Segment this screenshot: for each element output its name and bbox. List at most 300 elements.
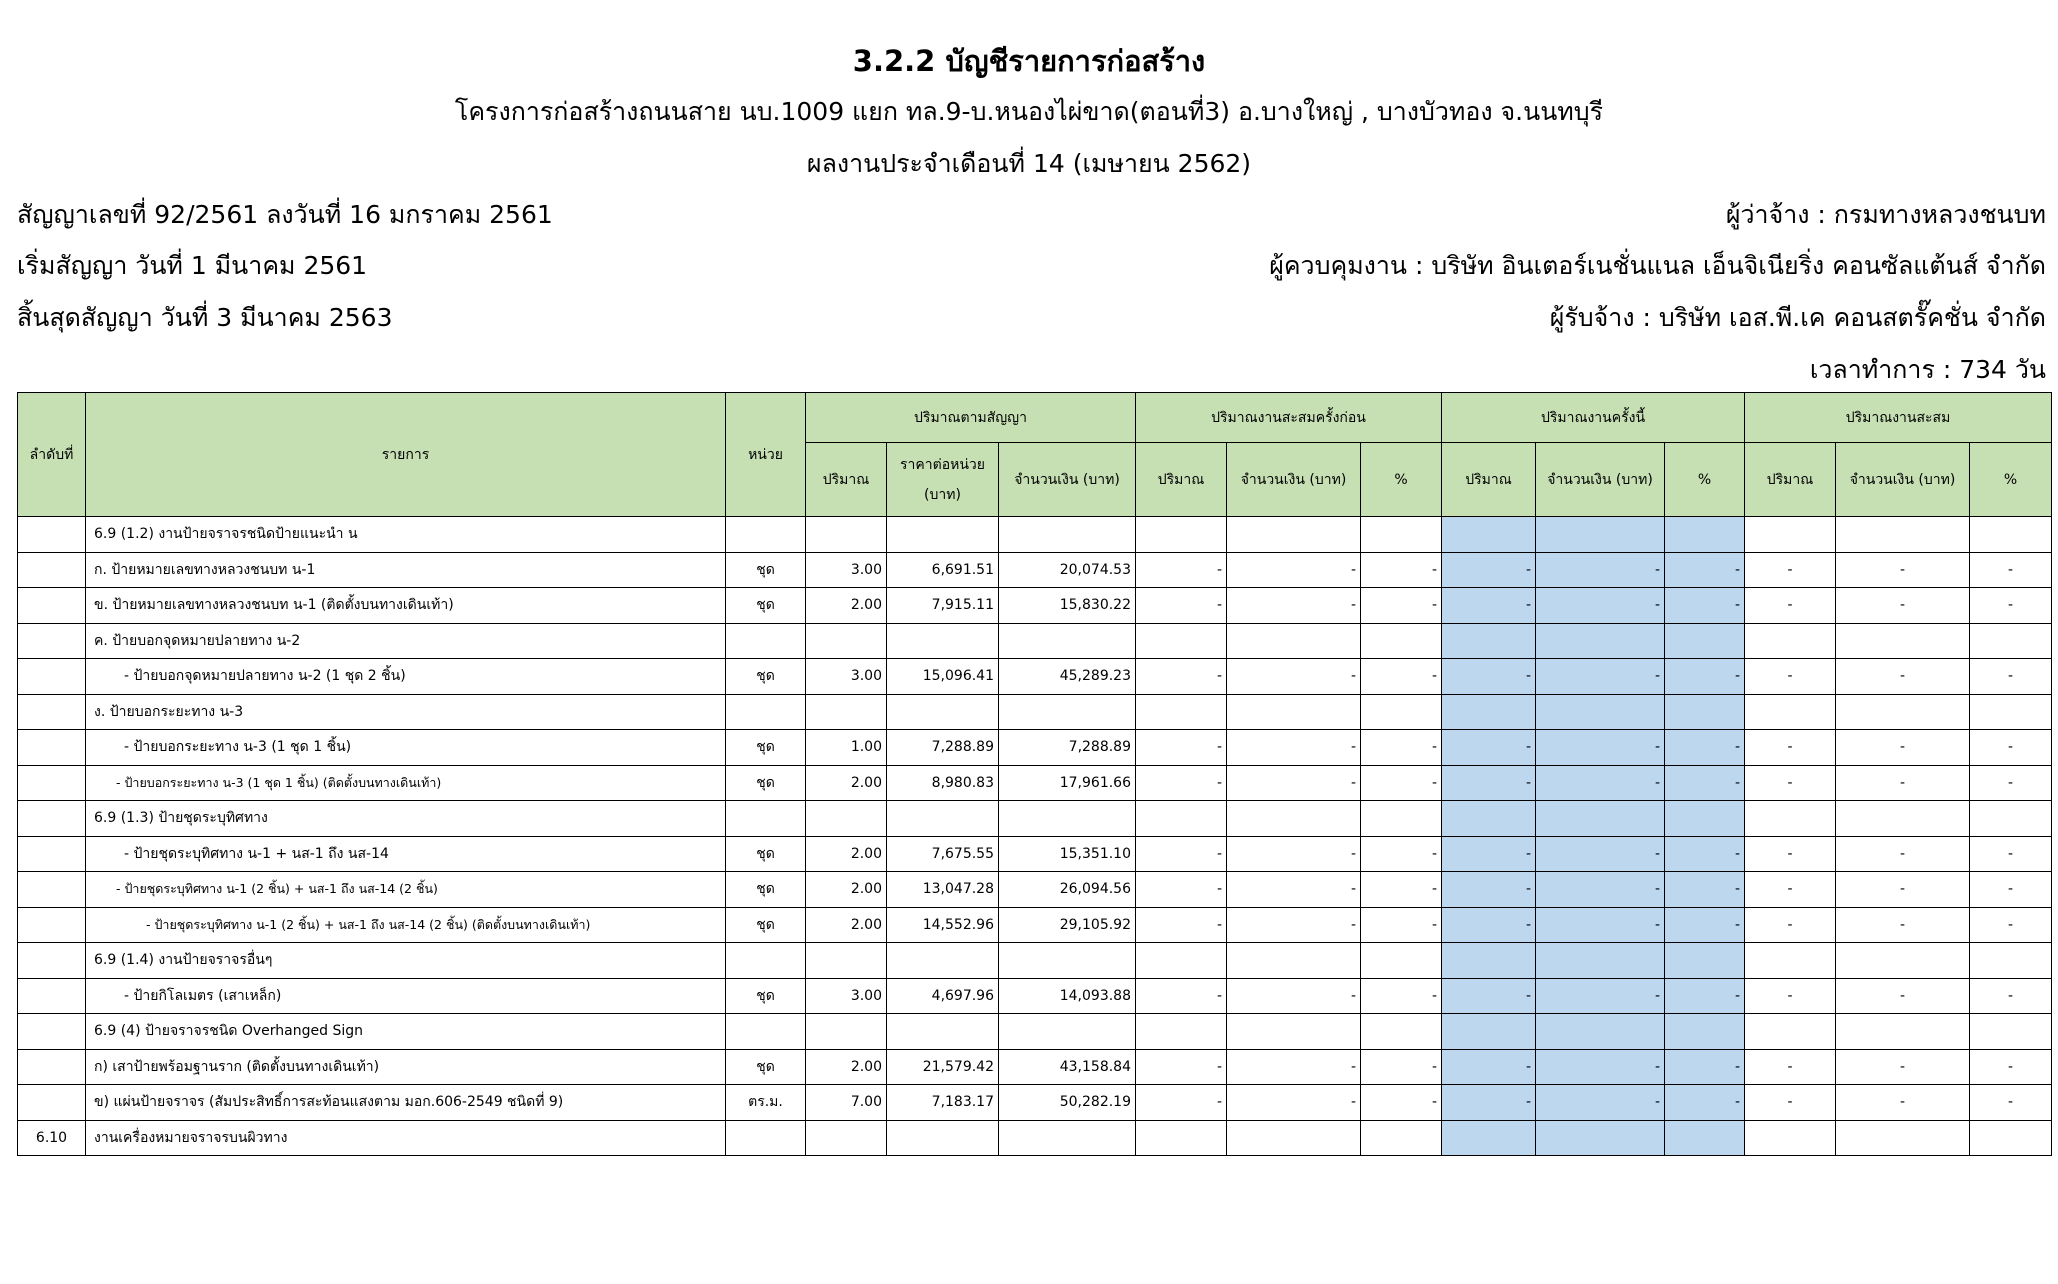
cell-unit-price (887, 801, 999, 837)
cell-unit (726, 801, 806, 837)
col-header-unit: หน่วย (726, 393, 806, 517)
cell-contract-amount (999, 1014, 1136, 1050)
cell-prev-amount (1227, 517, 1361, 553)
cell-unit: ชุด (726, 552, 806, 588)
sub-header-percent: % (1361, 443, 1442, 517)
cell-unit: ชุด (726, 978, 806, 1014)
cell-cum-amount (1836, 943, 1970, 979)
cell-seq (18, 517, 86, 553)
table-row (18, 872, 2052, 908)
cell-item: - ป้ายชุดระบุทิศทาง น-1 (2 ชิ้น) + นส-1 ถึง นส-14 (2 ชิ้น) (86, 872, 726, 908)
cell-item: งานเครื่องหมายจราจรบนผิวทาง (86, 1120, 726, 1156)
cell-prev-amount: - (1227, 978, 1361, 1014)
cell-prev-qty: - (1136, 730, 1227, 766)
cell-prev-amount: - (1227, 836, 1361, 872)
cell-contract-qty: 2.00 (806, 836, 887, 872)
cell-cum-pct: - (1970, 978, 2052, 1014)
cell-cum-qty: - (1745, 836, 1836, 872)
sub-header-percent: % (1665, 443, 1745, 517)
sub-header-amount: จำนวนเงิน (บาท) (1227, 443, 1361, 517)
cell-this-qty (1442, 1014, 1536, 1050)
cell-seq (18, 765, 86, 801)
cell-this-amount (1536, 801, 1665, 837)
cell-this-qty (1442, 623, 1536, 659)
cell-unit-price: 13,047.28 (887, 872, 999, 908)
cell-prev-amount: - (1227, 730, 1361, 766)
cell-prev-amount: - (1227, 1049, 1361, 1085)
cell-this-amount (1536, 1120, 1665, 1156)
group-header-this-period: ปริมาณงานครั้งนี้ (1442, 393, 1745, 443)
cell-prev-qty (1136, 1120, 1227, 1156)
cell-contract-amount (999, 517, 1136, 553)
cell-cum-amount (1836, 801, 1970, 837)
cell-unit-price (887, 517, 999, 553)
cell-cum-qty (1745, 1120, 1836, 1156)
cell-cum-pct (1970, 517, 2052, 553)
cell-prev-qty (1136, 517, 1227, 553)
sub-header-qty: ปริมาณ (1136, 443, 1227, 517)
cell-unit: ชุด (726, 765, 806, 801)
report-period: ผลงานประจำเดือนที่ 14 (เมษายน 2562) (806, 149, 1252, 178)
col-header-seq: ลำดับที่ (18, 393, 86, 517)
cell-this-amount (1536, 1014, 1665, 1050)
table-row (18, 836, 2052, 872)
cell-seq (18, 659, 86, 695)
cell-cum-amount: - (1836, 552, 1970, 588)
cell-contract-amount: 17,961.66 (999, 765, 1136, 801)
cell-contract-amount (999, 623, 1136, 659)
cell-seq (18, 978, 86, 1014)
group-header-contract: ปริมาณตามสัญญา (806, 393, 1136, 443)
table-row (18, 659, 2052, 695)
cell-prev-pct (1361, 801, 1442, 837)
cell-item: ง. ป้ายบอกระยะทาง น-3 (86, 694, 726, 730)
cell-unit-price: 7,915.11 (887, 588, 999, 624)
cell-this-amount: - (1536, 978, 1665, 1014)
cell-cum-qty: - (1745, 1085, 1836, 1121)
cell-contract-amount: 29,105.92 (999, 907, 1136, 943)
cell-unit (726, 694, 806, 730)
cell-this-qty: - (1442, 659, 1536, 695)
cell-contract-qty: 3.00 (806, 659, 887, 695)
table-row (18, 1049, 2052, 1085)
cell-unit: ตร.ม. (726, 1085, 806, 1121)
cell-prev-pct: - (1361, 872, 1442, 908)
cell-this-pct: - (1665, 872, 1745, 908)
cell-cum-amount: - (1836, 588, 1970, 624)
cell-this-pct: - (1665, 659, 1745, 695)
group-header-previous: ปริมาณงานสะสมครั้งก่อน (1136, 393, 1442, 443)
cell-prev-amount: - (1227, 1085, 1361, 1121)
cell-prev-pct (1361, 694, 1442, 730)
cell-item: - ป้ายกิโลเมตร (เสาเหล็ก) (86, 978, 726, 1014)
cell-item: ก. ป้ายหมายเลขทางหลวงชนบท น-1 (86, 552, 726, 588)
table-row (18, 623, 2052, 659)
cell-unit-price: 7,288.89 (887, 730, 999, 766)
cell-unit-price: 14,552.96 (887, 907, 999, 943)
cell-prev-qty (1136, 801, 1227, 837)
cell-cum-qty (1745, 943, 1836, 979)
cell-this-qty: - (1442, 1049, 1536, 1085)
cell-this-qty: - (1442, 552, 1536, 588)
page-title: 3.2.2 บัญชีรายการก่อสร้าง (852, 44, 1206, 78)
cell-cum-qty: - (1745, 659, 1836, 695)
cell-this-qty: - (1442, 907, 1536, 943)
supervisor: ผู้ควบคุมงาน : บริษัท อินเตอร์เนชั่นแนล เอ็นจิเนียริ่ง คอนซัลแต้นส์ จำกัด (1269, 251, 2046, 280)
cell-this-amount: - (1536, 659, 1665, 695)
cell-prev-amount: - (1227, 872, 1361, 908)
cell-unit-price: 8,980.83 (887, 765, 999, 801)
cell-contract-amount (999, 1120, 1136, 1156)
sub-header-amount: จำนวนเงิน (บาท) (1836, 443, 1970, 517)
cell-contract-qty (806, 517, 887, 553)
cell-seq (18, 801, 86, 837)
cell-this-qty (1442, 943, 1536, 979)
cell-this-amount (1536, 943, 1665, 979)
cell-unit-price: 7,675.55 (887, 836, 999, 872)
cell-this-qty (1442, 1120, 1536, 1156)
cell-cum-pct (1970, 623, 2052, 659)
cell-contract-amount: 15,351.10 (999, 836, 1136, 872)
cell-seq (18, 552, 86, 588)
sub-header-qty: ปริมาณ (806, 443, 887, 517)
cell-prev-pct: - (1361, 1049, 1442, 1085)
table-row (18, 552, 2052, 588)
cell-cum-pct: - (1970, 765, 2052, 801)
cell-cum-amount: - (1836, 659, 1970, 695)
cell-item: - ป้ายบอกจุดหมายปลายทาง น-2 (1 ชุด 2 ชิ้น) (86, 659, 726, 695)
cell-prev-qty: - (1136, 836, 1227, 872)
cell-item: ข) แผ่นป้ายจราจร (สัมประสิทธิ์การสะท้อนแสงตาม มอก.606-2549 ชนิดที่ 9) (86, 1085, 726, 1121)
cell-this-amount (1536, 623, 1665, 659)
cell-this-qty: - (1442, 588, 1536, 624)
cell-seq (18, 730, 86, 766)
cell-cum-qty: - (1745, 588, 1836, 624)
cell-this-amount: - (1536, 1049, 1665, 1085)
cell-cum-qty (1745, 801, 1836, 837)
cell-cum-amount: - (1836, 1049, 1970, 1085)
cell-this-pct (1665, 801, 1745, 837)
cell-cum-qty: - (1745, 765, 1836, 801)
table-row (18, 517, 2052, 553)
cell-cum-amount: - (1836, 730, 1970, 766)
cell-item: 6.9 (1.3) ป้ายชุดระบุทิศทาง (86, 801, 726, 837)
col-header-item: รายการ (86, 393, 726, 517)
cell-prev-pct: - (1361, 1085, 1442, 1121)
cell-contract-amount (999, 943, 1136, 979)
group-header-cumulative: ปริมาณงานสะสม (1745, 393, 2052, 443)
cell-contract-amount: 15,830.22 (999, 588, 1136, 624)
cell-cum-pct: - (1970, 872, 2052, 908)
cell-contract-amount (999, 694, 1136, 730)
cell-prev-amount (1227, 1120, 1361, 1156)
cell-contract-amount: 26,094.56 (999, 872, 1136, 908)
cell-contract-qty (806, 1120, 887, 1156)
cell-prev-pct: - (1361, 765, 1442, 801)
cell-this-pct: - (1665, 552, 1745, 588)
cell-cum-qty (1745, 517, 1836, 553)
cell-contract-qty: 3.00 (806, 552, 887, 588)
cell-seq (18, 1014, 86, 1050)
cell-unit-price: 7,183.17 (887, 1085, 999, 1121)
cell-cum-amount: - (1836, 872, 1970, 908)
cell-this-pct (1665, 517, 1745, 553)
cell-unit-price: 6,691.51 (887, 552, 999, 588)
table-row (18, 730, 2052, 766)
cell-unit: ชุด (726, 730, 806, 766)
cell-item: - ป้ายชุดระบุทิศทาง น-1 + นส-1 ถึง นส-14 (86, 836, 726, 872)
cell-cum-amount: - (1836, 765, 1970, 801)
table-row (18, 765, 2052, 801)
cell-cum-qty: - (1745, 552, 1836, 588)
cell-prev-qty: - (1136, 978, 1227, 1014)
cell-unit (726, 623, 806, 659)
cell-prev-pct (1361, 1120, 1442, 1156)
cell-contract-amount: 43,158.84 (999, 1049, 1136, 1085)
cell-prev-amount (1227, 1014, 1361, 1050)
cell-contract-qty (806, 801, 887, 837)
cell-unit: ชุด (726, 907, 806, 943)
cell-prev-qty: - (1136, 1085, 1227, 1121)
cell-this-amount: - (1536, 907, 1665, 943)
cell-prev-pct (1361, 943, 1442, 979)
cell-this-amount: - (1536, 765, 1665, 801)
cell-unit-price (887, 694, 999, 730)
cell-cum-qty: - (1745, 1049, 1836, 1085)
cell-cum-amount (1836, 694, 1970, 730)
table-row (18, 943, 2052, 979)
cell-prev-qty (1136, 943, 1227, 979)
cell-seq (18, 943, 86, 979)
table-row (18, 588, 2052, 624)
cell-this-qty: - (1442, 765, 1536, 801)
cell-this-amount: - (1536, 552, 1665, 588)
cell-prev-pct: - (1361, 730, 1442, 766)
cell-prev-amount: - (1227, 588, 1361, 624)
cell-this-pct: - (1665, 1049, 1745, 1085)
cell-this-qty: - (1442, 836, 1536, 872)
construction-items-table (17, 392, 2052, 1156)
cell-this-pct (1665, 1120, 1745, 1156)
cell-this-amount: - (1536, 588, 1665, 624)
cell-contract-amount: 45,289.23 (999, 659, 1136, 695)
cell-seq (18, 623, 86, 659)
cell-this-pct: - (1665, 1085, 1745, 1121)
cell-prev-pct: - (1361, 659, 1442, 695)
cell-unit-price (887, 1014, 999, 1050)
cell-cum-amount (1836, 623, 1970, 659)
cell-seq (18, 694, 86, 730)
cell-item: ก) เสาป้ายพร้อมฐานราก (ติดตั้งบนทางเดินเท้า) (86, 1049, 726, 1085)
sub-header-amount: จำนวนเงิน (บาท) (999, 443, 1136, 517)
cell-prev-qty: - (1136, 1049, 1227, 1085)
cell-cum-pct (1970, 801, 2052, 837)
cell-contract-amount (999, 801, 1136, 837)
cell-item: 6.9 (1.2) งานป้ายจราจรชนิดป้ายแนะนำ น (86, 517, 726, 553)
cell-contract-qty: 3.00 (806, 978, 887, 1014)
cell-unit-price (887, 623, 999, 659)
cell-prev-amount: - (1227, 907, 1361, 943)
table-row (18, 978, 2052, 1014)
cell-contract-qty: 2.00 (806, 872, 887, 908)
cell-item: 6.9 (1.4) งานป้ายจราจรอื่นๆ (86, 943, 726, 979)
cell-contract-qty (806, 943, 887, 979)
cell-unit: ชุด (726, 836, 806, 872)
contract-end: สิ้นสุดสัญญา วันที่ 3 มีนาคม 2563 (17, 303, 393, 332)
sub-header-amount: จำนวนเงิน (บาท) (1536, 443, 1665, 517)
cell-this-pct: - (1665, 836, 1745, 872)
contract-number: สัญญาเลขที่ 92/2561 ลงวันที่ 16 มกราคม 2561 (17, 200, 553, 229)
cell-this-pct: - (1665, 978, 1745, 1014)
cell-item: ข. ป้ายหมายเลขทางหลวงชนบท น-1 (ติดตั้งบนทางเดินเท้า) (86, 588, 726, 624)
cell-this-qty: - (1442, 978, 1536, 1014)
working-duration: เวลาทำการ : 734 วัน (1809, 355, 2046, 384)
cell-cum-amount: - (1836, 907, 1970, 943)
cell-cum-qty: - (1745, 907, 1836, 943)
cell-seq (18, 588, 86, 624)
cell-this-amount (1536, 517, 1665, 553)
cell-cum-qty: - (1745, 730, 1836, 766)
contract-start: เริ่มสัญญา วันที่ 1 มีนาคม 2561 (17, 251, 368, 280)
cell-contract-qty: 7.00 (806, 1085, 887, 1121)
cell-cum-qty (1745, 1014, 1836, 1050)
cell-cum-pct: - (1970, 1049, 2052, 1085)
cell-prev-qty: - (1136, 907, 1227, 943)
table-row (18, 1014, 2052, 1050)
cell-this-qty (1442, 801, 1536, 837)
cell-this-pct (1665, 623, 1745, 659)
cell-cum-amount (1836, 517, 1970, 553)
cell-prev-qty: - (1136, 588, 1227, 624)
cell-cum-qty: - (1745, 978, 1836, 1014)
cell-this-qty (1442, 694, 1536, 730)
table-row (18, 907, 2052, 943)
cell-this-amount: - (1536, 1085, 1665, 1121)
cell-cum-qty (1745, 623, 1836, 659)
sub-header-qty: ปริมาณ (1442, 443, 1536, 517)
cell-prev-amount: - (1227, 552, 1361, 588)
cell-cum-qty: - (1745, 872, 1836, 908)
cell-prev-pct: - (1361, 907, 1442, 943)
cell-cum-pct: - (1970, 836, 2052, 872)
cell-this-amount: - (1536, 872, 1665, 908)
cell-prev-amount (1227, 943, 1361, 979)
cell-cum-pct (1970, 943, 2052, 979)
cell-unit-price (887, 1120, 999, 1156)
cell-unit (726, 943, 806, 979)
cell-prev-qty (1136, 623, 1227, 659)
cell-prev-pct: - (1361, 588, 1442, 624)
cell-contract-amount: 14,093.88 (999, 978, 1136, 1014)
cell-prev-qty: - (1136, 552, 1227, 588)
cell-item: - ป้ายบอกระยะทาง น-3 (1 ชุด 1 ชิ้น) (ติดตั้งบนทางเดินเท้า) (86, 765, 726, 801)
cell-unit-price: 4,697.96 (887, 978, 999, 1014)
cell-contract-qty: 1.00 (806, 730, 887, 766)
cell-seq (18, 872, 86, 908)
sub-header-qty: ปริมาณ (1745, 443, 1836, 517)
cell-this-amount: - (1536, 836, 1665, 872)
cell-prev-pct: - (1361, 836, 1442, 872)
cell-cum-pct: - (1970, 907, 2052, 943)
cell-contract-qty: 2.00 (806, 765, 887, 801)
cell-this-pct: - (1665, 730, 1745, 766)
cell-unit: ชุด (726, 588, 806, 624)
cell-cum-qty (1745, 694, 1836, 730)
cell-unit: ชุด (726, 1049, 806, 1085)
cell-this-amount (1536, 694, 1665, 730)
cell-this-pct (1665, 943, 1745, 979)
cell-contract-qty: 2.00 (806, 588, 887, 624)
cell-seq: 6.10 (18, 1120, 86, 1156)
cell-item: ค. ป้ายบอกจุดหมายปลายทาง น-2 (86, 623, 726, 659)
cell-prev-qty: - (1136, 872, 1227, 908)
cell-cum-pct (1970, 1014, 2052, 1050)
table-row (18, 694, 2052, 730)
cell-prev-pct (1361, 517, 1442, 553)
cell-contract-amount: 20,074.53 (999, 552, 1136, 588)
cell-contract-qty (806, 1014, 887, 1050)
cell-cum-amount (1836, 1120, 1970, 1156)
cell-this-qty: - (1442, 1085, 1536, 1121)
cell-seq (18, 1049, 86, 1085)
cell-this-pct (1665, 1014, 1745, 1050)
cell-prev-qty: - (1136, 765, 1227, 801)
table-row (18, 1120, 2052, 1156)
cell-item: 6.9 (4) ป้ายจราจรชนิด Overhanged Sign (86, 1014, 726, 1050)
cell-cum-pct (1970, 694, 2052, 730)
cell-unit-price: 15,096.41 (887, 659, 999, 695)
cell-contract-amount: 50,282.19 (999, 1085, 1136, 1121)
cell-item: - ป้ายบอกระยะทาง น-3 (1 ชุด 1 ชิ้น) (86, 730, 726, 766)
cell-seq (18, 1085, 86, 1121)
cell-prev-amount: - (1227, 765, 1361, 801)
cell-prev-pct (1361, 1014, 1442, 1050)
cell-cum-pct: - (1970, 552, 2052, 588)
table-row (18, 801, 2052, 837)
project-name: โครงการก่อสร้างถนนสาย นบ.1009 แยก ทล.9-บ.หนองไผ่ขาด(ตอนที่3) อ.บางใหญ่ , บางบัวทอง จ.นนทบุรี (454, 97, 1604, 126)
cell-this-qty: - (1442, 730, 1536, 766)
cell-prev-qty (1136, 1014, 1227, 1050)
cell-contract-qty (806, 694, 887, 730)
cell-this-pct (1665, 694, 1745, 730)
contractor: ผู้รับจ้าง : บริษัท เอส.พี.เค คอนสตรั๊คชั่น จำกัด (1549, 303, 2046, 332)
cell-this-pct: - (1665, 588, 1745, 624)
cell-seq (18, 836, 86, 872)
cell-cum-pct (1970, 1120, 2052, 1156)
sub-header-unit-price: ราคาต่อหน่วย (บาท) (887, 443, 999, 517)
cell-this-qty: - (1442, 872, 1536, 908)
cell-prev-qty: - (1136, 659, 1227, 695)
cell-prev-qty (1136, 694, 1227, 730)
cell-unit-price: 21,579.42 (887, 1049, 999, 1085)
employer: ผู้ว่าจ้าง : กรมทางหลวงชนบท (1725, 200, 2046, 229)
cell-prev-amount (1227, 623, 1361, 659)
cell-contract-qty (806, 623, 887, 659)
cell-unit-price (887, 943, 999, 979)
cell-prev-amount (1227, 694, 1361, 730)
cell-this-pct: - (1665, 765, 1745, 801)
cell-cum-pct: - (1970, 730, 2052, 766)
cell-item: - ป้ายชุดระบุทิศทาง น-1 (2 ชิ้น) + นส-1 ถึง นส-14 (2 ชิ้น) (ติดตั้งบนทางเดินเท้า) (86, 907, 726, 943)
cell-unit (726, 517, 806, 553)
cell-unit: ชุด (726, 872, 806, 908)
cell-contract-qty: 2.00 (806, 907, 887, 943)
sub-header-percent: % (1970, 443, 2052, 517)
cell-cum-amount: - (1836, 978, 1970, 1014)
cell-seq (18, 907, 86, 943)
table-row (18, 1085, 2052, 1121)
cell-contract-qty: 2.00 (806, 1049, 887, 1085)
